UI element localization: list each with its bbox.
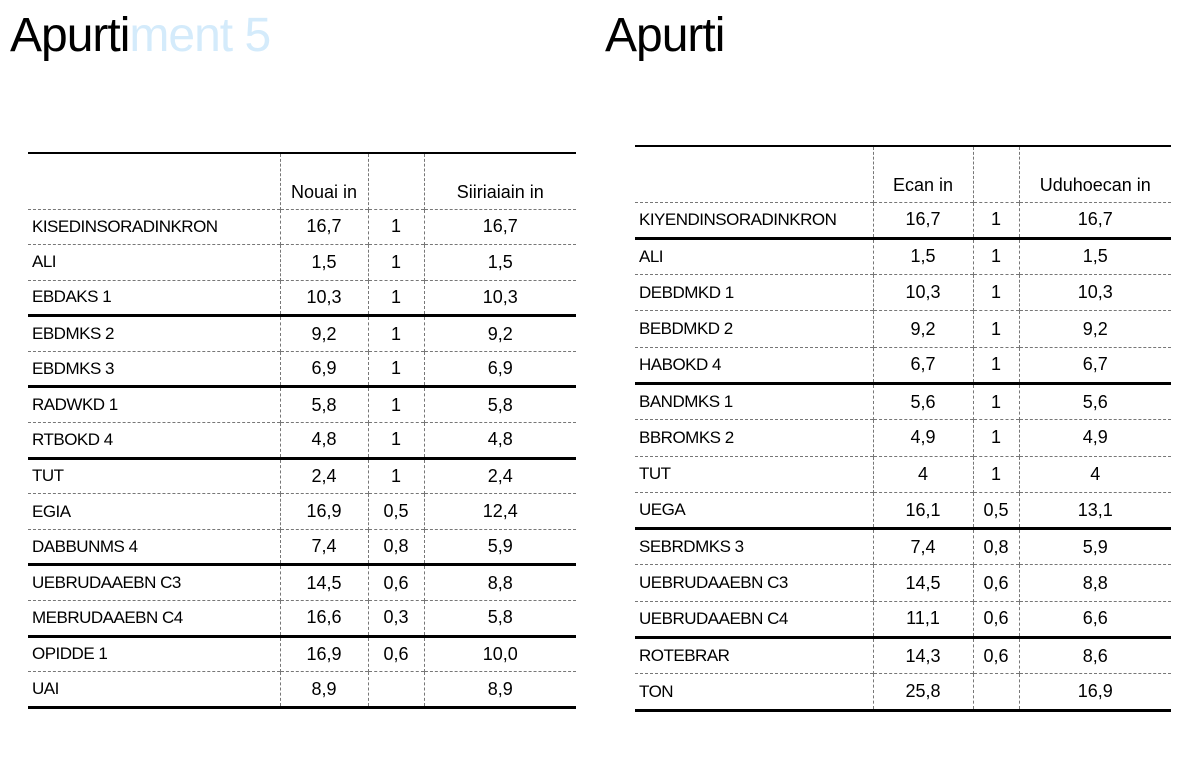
left-table-row	[28, 245, 576, 281]
left-table-row	[28, 672, 576, 708]
right-cell-c: 13,1	[1077, 499, 1113, 520]
left-cell-b: 1	[368, 351, 424, 387]
left-cell-name: RADWKD 1	[28, 387, 280, 423]
right-cell-c: 16,9	[1077, 681, 1113, 701]
right-cell-b: 0,6	[973, 601, 1019, 637]
right-cell-name: BEBDMKD 2	[635, 311, 873, 347]
left-cell-c: 10,3	[482, 286, 518, 307]
left-table-header-row	[28, 153, 576, 209]
right-table-row	[635, 456, 1171, 492]
left-cell-c: 5,9	[487, 536, 513, 557]
left-cell-a: 16,7	[280, 209, 368, 245]
left-cell-name: KISEDINSORADINKRON	[28, 209, 280, 245]
right-cell-a: 11,1	[873, 601, 973, 637]
left-header-name	[28, 153, 280, 209]
right-cell-c: 5,6	[1082, 391, 1108, 412]
right-table-row	[635, 383, 1171, 419]
left-cell-a: 10,3	[280, 280, 368, 316]
right-cell-a: 10,3	[873, 275, 973, 311]
left-cell-c: 5,8	[487, 394, 513, 415]
left-header-col2	[368, 153, 424, 209]
right-cell-name: ALI	[635, 238, 873, 274]
right-table-row	[635, 238, 1171, 274]
right-cell-name: ROTEBRAR	[635, 638, 873, 674]
left-cell-b: 1	[368, 316, 424, 352]
right-cell-b: 0,5	[973, 492, 1019, 528]
right-cell-c: 6,7	[1082, 354, 1108, 375]
left-cell-b: 1	[368, 245, 424, 281]
left-cell-b: 1	[368, 423, 424, 459]
left-cell-a: 5,8	[280, 387, 368, 423]
left-cell-c: 8,8	[487, 572, 513, 593]
right-cell-a: 4,9	[873, 420, 973, 456]
left-cell-c: 16,7	[482, 216, 518, 237]
right-cell-name: DEBDMKD 1	[635, 275, 873, 311]
left-cell-b	[368, 672, 424, 708]
left-cell-name: TUT	[28, 458, 280, 494]
left-cell-b: 1	[368, 387, 424, 423]
left-cell-c: 9,2	[487, 323, 513, 344]
right-cell-b: 1	[973, 238, 1019, 274]
right-cell-name: UEBRUDAAEBN C3	[635, 565, 873, 601]
left-cell-c: 6,9	[487, 358, 513, 379]
right-cell-a: 25,8	[873, 674, 973, 710]
left-cell-b: 0,6	[368, 636, 424, 672]
left-table-row	[28, 387, 576, 423]
left-table-row	[28, 458, 576, 494]
left-cell-b: 0,3	[368, 601, 424, 637]
right-cell-a: 4	[873, 456, 973, 492]
left-cell-c: 4,8	[487, 429, 513, 450]
left-cell-a: 16,9	[280, 494, 368, 530]
left-cell-c: 1,5	[487, 251, 513, 272]
right-cell-a: 14,5	[873, 565, 973, 601]
left-cell-b: 1	[368, 458, 424, 494]
right-cell-b: 1	[973, 347, 1019, 383]
right-table-row	[635, 347, 1171, 383]
right-cell-a: 16,7	[873, 202, 973, 238]
right-header-col1: Ecan in	[873, 146, 973, 202]
left-cell-name: EBDMKS 3	[28, 351, 280, 387]
left-cell-a: 4,8	[280, 423, 368, 459]
left-table-row	[28, 636, 576, 672]
right-table-row	[635, 638, 1171, 674]
right-table-row	[635, 275, 1171, 311]
right-cell-name: BANDMKS 1	[635, 383, 873, 419]
left-cell-name: MEBRUDAAEBN C4	[28, 601, 280, 637]
right-cell-name: TON	[635, 674, 873, 710]
right-cell-name: TUT	[635, 456, 873, 492]
left-cell-name: EBDAKS 1	[28, 280, 280, 316]
right-cell-c: 6,6	[1082, 608, 1108, 629]
right-cell-name: UEGA	[635, 492, 873, 528]
left-cell-a: 16,6	[280, 601, 368, 637]
right-cell-c: 4,9	[1082, 427, 1108, 448]
left-cell-a: 16,9	[280, 636, 368, 672]
left-table-row	[28, 423, 576, 459]
right-cell-name: BBROMKS 2	[635, 420, 873, 456]
right-cell-name: UEBRUDAAEBN C4	[635, 601, 873, 637]
left-cell-name: DABBUNMS 4	[28, 529, 280, 565]
right-cell-a: 14,3	[873, 638, 973, 674]
left-cell-name: RTBOKD 4	[28, 423, 280, 459]
right-cell-b: 1	[973, 311, 1019, 347]
left-cell-name: OPIDDE 1	[28, 636, 280, 672]
left-cell-name: UEBRUDAAEBN C3	[28, 565, 280, 601]
left-cell-b: 0,5	[368, 494, 424, 530]
left-cell-c: 2,4	[487, 465, 513, 486]
right-cell-b: 0,6	[973, 565, 1019, 601]
right-table-row	[635, 601, 1171, 637]
right-table-row	[635, 492, 1171, 528]
right-cell-c: 8,6	[1082, 645, 1108, 666]
left-table	[28, 152, 576, 709]
left-cell-name: EGIA	[28, 494, 280, 530]
left-cell-a: 7,4	[280, 529, 368, 565]
left-cell-b: 1	[368, 280, 424, 316]
left-cell-a: 8,9	[280, 672, 368, 708]
left-header-col1: Nouai in	[280, 153, 368, 209]
right-cell-b: 1	[973, 202, 1019, 238]
left-cell-a: 9,2	[280, 316, 368, 352]
left-cell-a: 2,4	[280, 458, 368, 494]
right-table-row	[635, 311, 1171, 347]
left-title-visible: Apurti	[10, 9, 130, 62]
right-cell-b: 0,6	[973, 638, 1019, 674]
right-cell-c: 9,2	[1082, 318, 1108, 339]
left-table-row	[28, 316, 576, 352]
right-table	[635, 145, 1171, 712]
right-header-col3: Uduhoecan in	[1039, 174, 1151, 195]
right-cell-name: KIYENDINSORADINKRON	[635, 202, 873, 238]
left-cell-name: UAI	[28, 672, 280, 708]
right-cell-c: 10,3	[1077, 282, 1113, 303]
left-table-row	[28, 601, 576, 637]
right-cell-c: 1,5	[1082, 246, 1108, 267]
right-cell-b	[973, 674, 1019, 710]
left-cell-name: ALI	[28, 245, 280, 281]
left-header-col3: Siiriaiain in	[456, 181, 544, 202]
left-table-row	[28, 529, 576, 565]
left-table-row	[28, 494, 576, 530]
left-title-ghost: ment 5	[129, 9, 271, 62]
left-cell-a: 14,5	[280, 565, 368, 601]
right-cell-a: 7,4	[873, 529, 973, 565]
right-cell-a: 1,5	[873, 238, 973, 274]
right-cell-c: 4	[1090, 463, 1101, 484]
right-cell-c: 16,7	[1077, 209, 1113, 230]
right-table-row	[635, 202, 1171, 238]
right-cell-b: 1	[973, 383, 1019, 419]
left-table-row	[28, 209, 576, 245]
left-table-row	[28, 280, 576, 316]
right-table-row	[635, 420, 1171, 456]
left-cell-a: 1,5	[280, 245, 368, 281]
left-cell-name: EBDMKS 2	[28, 316, 280, 352]
left-page-title	[10, 8, 270, 64]
right-cell-c: 8,8	[1082, 572, 1108, 593]
left-cell-c: 5,8	[487, 607, 513, 628]
right-header-col2	[973, 146, 1019, 202]
right-cell-b: 0,8	[973, 529, 1019, 565]
left-cell-b: 1	[368, 209, 424, 245]
right-cell-a: 9,2	[873, 311, 973, 347]
left-cell-b: 0,8	[368, 529, 424, 565]
right-cell-c: 5,9	[1082, 536, 1108, 557]
right-cell-a: 5,6	[873, 383, 973, 419]
right-cell-b: 1	[973, 420, 1019, 456]
left-cell-c: 10,0	[482, 643, 518, 664]
right-table-row	[635, 529, 1171, 565]
left-table-row	[28, 565, 576, 601]
right-table-row	[635, 674, 1171, 710]
right-cell-name: SEBRDMKS 3	[635, 529, 873, 565]
right-table-row	[635, 565, 1171, 601]
right-cell-a: 6,7	[873, 347, 973, 383]
right-cell-a: 16,1	[873, 492, 973, 528]
left-cell-a: 6,9	[280, 351, 368, 387]
right-cell-b: 1	[973, 456, 1019, 492]
right-header-name	[635, 146, 873, 202]
right-table-header-row	[635, 146, 1171, 202]
left-table-row	[28, 351, 576, 387]
right-cell-b: 1	[973, 275, 1019, 311]
right-page-title: Apurti	[605, 9, 725, 62]
left-cell-b: 0,6	[368, 565, 424, 601]
left-cell-c: 12,4	[482, 501, 518, 522]
left-cell-c: 8,9	[487, 678, 513, 699]
right-cell-name: HABOKD 4	[635, 347, 873, 383]
